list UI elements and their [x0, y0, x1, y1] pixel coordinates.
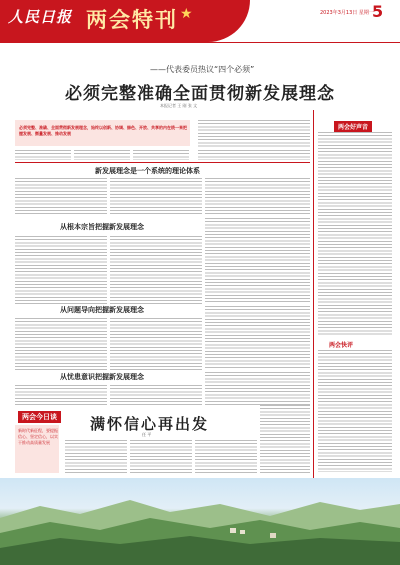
sidebar-tag-secondary: 两会快评 [329, 342, 354, 349]
body-text [110, 236, 202, 304]
body-text [15, 236, 107, 304]
body-text [15, 385, 107, 405]
body-text [205, 178, 310, 216]
section-heading: 从忧患意识把握新发展理念 [60, 373, 144, 381]
commentary-text [65, 440, 127, 475]
article-kicker: ——代表委员热议“四个必须” [150, 65, 255, 74]
commentary-author: 任 平 [142, 432, 152, 437]
newspaper-logo: 人民日报 [8, 8, 73, 26]
body-text [74, 150, 130, 160]
body-text [110, 318, 202, 370]
lead-text: 必须完整、准确、全面贯彻新发展理念，始终以创新、协调、绿色、开放、共享的内在统一来把握发展、衡量发展、推动发展 [19, 125, 187, 136]
section-rule [15, 162, 310, 163]
landscape-illustration [0, 478, 400, 565]
body-text [198, 150, 310, 160]
article-headline: 必须完整准确全面贯彻新发展理念 [65, 84, 335, 104]
sidebar-divider [313, 110, 314, 530]
article-byline: 本报记者 王 刚 张 文 [160, 103, 198, 108]
body-text [15, 150, 71, 160]
landscape-photo [0, 478, 400, 565]
body-text [15, 178, 107, 216]
body-text [205, 372, 310, 405]
sidebar-text [318, 350, 392, 472]
commentary-text [260, 405, 310, 475]
section-heading: 从问题导向把握新发展理念 [60, 306, 144, 314]
body-text [198, 120, 310, 148]
body-text [110, 178, 202, 216]
commentary-text [130, 440, 192, 475]
special-edition-title: 两会特刊 [86, 8, 178, 32]
masthead-divider [0, 42, 400, 43]
commentary-summary: 新时代新征程，要提振信心、坚定信心，以实干推动高质量发展 [18, 428, 58, 445]
commentary-tag: 两会今日谈 [18, 411, 61, 423]
body-text [205, 218, 310, 304]
section-heading: 从根本宗旨把握新发展理念 [60, 223, 144, 231]
body-text [205, 306, 310, 370]
commentary-title: 满怀信心再出发 [90, 415, 210, 433]
section-heading: 新发展理念是一个系统的理论体系 [95, 167, 200, 175]
body-text [110, 385, 202, 405]
issue-date: 2023年3月13日 星期一 [320, 10, 374, 16]
commentary-text [195, 440, 257, 475]
sidebar-text [318, 132, 392, 337]
sidebar-tag: 两会好声音 [334, 121, 372, 132]
body-text [15, 318, 107, 370]
body-text [133, 150, 189, 160]
star-icon: ★ [180, 6, 193, 22]
page-number: 5 [372, 2, 384, 21]
masthead [0, 0, 400, 42]
